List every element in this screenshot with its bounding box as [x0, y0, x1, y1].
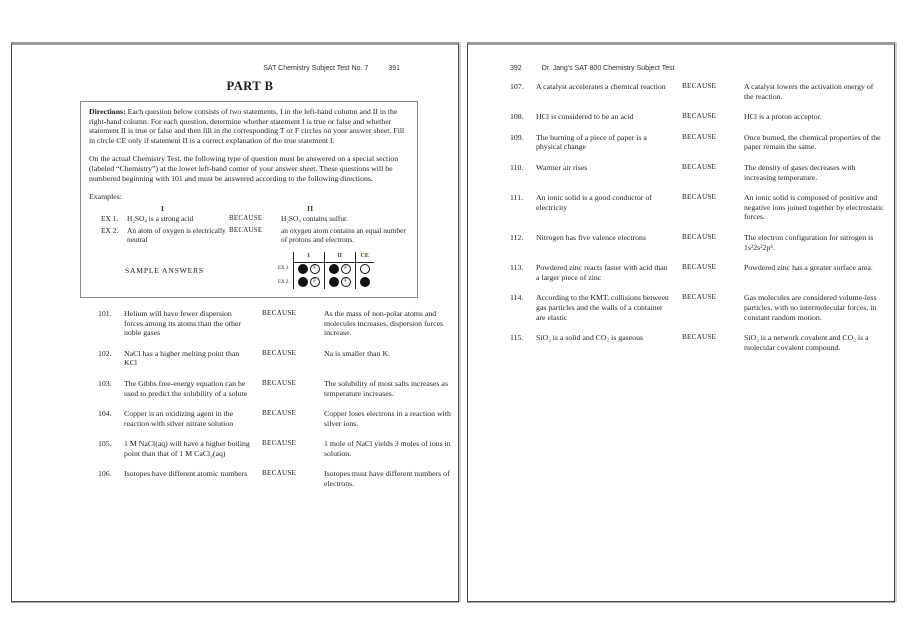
statement-two: An ionic solid is composed of positive and negative ions joined together by electrostatic forces. — [744, 193, 884, 222]
answer-bubble-F: F — [341, 277, 351, 287]
because-label: BECAUSE — [229, 214, 263, 223]
statement-two: Na is smaller than K. — [324, 348, 391, 358]
running-head-title: SAT Chemistry Subject Test No. 7 — [263, 65, 369, 72]
section-title: PART B — [226, 79, 274, 93]
answer-bubble-F: F — [310, 277, 320, 287]
because-label: BECAUSE — [682, 232, 717, 241]
question-number: 101. — [98, 308, 112, 318]
question-number: 113. — [510, 263, 524, 273]
answer-bubble-CE — [360, 277, 370, 287]
column-header-II: II — [307, 203, 314, 213]
because-label: BECAUSE — [262, 469, 297, 478]
statement-two: The electron configuration for nitrogen is 1s²2s²2p⁶. — [744, 232, 874, 252]
question-number: 106. — [98, 469, 112, 479]
statement-two: Isotopes must have different numbers of electrons. — [324, 469, 450, 489]
example-row — [89, 226, 409, 244]
grid-row-label: EX 1. — [278, 266, 290, 272]
statement-one: An ionic solid is a good conductor of electricity — [536, 193, 652, 212]
because-label: BECAUSE — [262, 439, 297, 448]
column-header-I: I — [161, 203, 165, 213]
statement-two: Powdered zinc has a greater surface area. — [744, 263, 873, 273]
question-number: 110. — [510, 162, 524, 172]
answer-bubble-CE — [360, 264, 370, 274]
example-statement-one: An atom of oxygen is electrically neutral — [127, 226, 226, 245]
directions-box — [80, 101, 418, 298]
directions-paragraph-2: On the actual Chemistry Test, the following type of question must be answered on a special section (labeled “Chemistry”) at the lower left-hand corner of your answer sheet. These questions will be numbered beginning with 101 and must be answered according to the following directions. — [89, 154, 399, 183]
statement-two: Copper loses electrons in a reaction with silver ions. — [324, 409, 451, 428]
directions-text-1: Each question below consists of two statements, I in the left-hand column and II in the right-hand column. For each question, determine whether statement I is true or false and whether statement II is true or false and then fill in the corresponding T or F circles on your answer sheet. Fill in circle CE only if statement II is a correct explanation of the true statement I. — [89, 107, 405, 145]
question-list-left — [12, 309, 458, 489]
question-number: 109. — [510, 132, 524, 142]
running-head-right-page — [468, 65, 894, 72]
because-label: BECAUSE — [682, 112, 717, 121]
answer-bubble-F: F — [341, 264, 351, 274]
because-label: BECAUSE — [262, 348, 297, 357]
grid-header-CE: CE — [355, 252, 374, 262]
statement-one: According to the KMT, collisions between gas particles and the walls of a container are elastic — [536, 293, 669, 322]
statement-two: SiO₂ is a network covalent and CO₂ is a molecular covalent compound. — [744, 333, 869, 352]
statement-two: 1 mole of NaCl yields 3 moles of ions in solution. — [324, 439, 451, 458]
statement-one: 1 M NaCl(aq) will have a higher boiling point than that of 1 M CaCl₂(aq) — [124, 439, 250, 458]
statement-one: The burning of a piece of paper is a physical change — [536, 132, 647, 152]
because-label: BECAUSE — [682, 333, 717, 342]
examples-label: Examples: — [89, 192, 122, 202]
answer-bubble-F: F — [310, 264, 320, 274]
running-head-title: Dr. Jang’s SAT 800 Chemistry Subject Test — [541, 65, 675, 72]
statement-one: Powdered zinc reacts faster with acid than a larger piece of zinc — [536, 263, 668, 282]
because-label: BECAUSE — [682, 162, 717, 171]
question-number: 104. — [98, 409, 112, 419]
answer-bubble-T — [329, 277, 339, 287]
example-number: EX 2. — [101, 226, 119, 236]
answer-bubble-T — [298, 277, 308, 287]
sample-answers-section — [89, 252, 409, 289]
answer-bubble-T — [298, 264, 308, 274]
question-row-105 — [12, 439, 458, 458]
question-row-110 — [468, 163, 894, 182]
because-label: BECAUSE — [229, 226, 263, 235]
example-number: EX 1. — [101, 214, 119, 224]
running-head-left-page — [12, 65, 458, 72]
question-row-112 — [468, 233, 894, 252]
question-row-107 — [468, 82, 894, 101]
grid-row-ex2 — [275, 276, 374, 289]
grid-header-I: I — [293, 252, 324, 262]
question-row-111 — [468, 193, 894, 222]
statement-one: Warmer air rises — [536, 162, 588, 172]
statement-two: The density of gases decreases with increasing temperature. — [744, 162, 856, 182]
directions-paragraph-1 — [89, 107, 409, 145]
example-statement-two: H₂SO₄ contains sulfur. — [281, 214, 348, 224]
question-row-114 — [468, 293, 894, 322]
statement-one: Copper is an oxidizing agent in the reaction with silver nitrate solution — [124, 409, 234, 428]
question-row-101 — [12, 309, 458, 338]
statement-two: HCl is a proton acceptor. — [744, 112, 822, 122]
sample-answers-label: SAMPLE ANSWERS — [125, 265, 204, 275]
directions-label: Directions: — [89, 107, 126, 116]
statement-one: A catalyst accelerates a chemical reaction — [536, 82, 666, 91]
example-statement-two: an oxygen atom contains an equal number of protons and electrons. — [281, 226, 406, 245]
because-label: BECAUSE — [682, 193, 717, 202]
because-label: BECAUSE — [682, 82, 717, 90]
statement-two: A catalyst lowers the activation energy of the reaction. — [744, 82, 874, 101]
page-392 — [467, 42, 895, 602]
question-row-106 — [12, 469, 458, 488]
statement-one: Nitrogen has five valence electrons — [536, 232, 646, 242]
example-statement-one: H₂SO₄ is a strong acid — [127, 214, 194, 224]
page-number: 391 — [388, 65, 400, 72]
grid-row-ex1 — [275, 262, 374, 276]
question-number: 103. — [98, 378, 112, 388]
statement-one: HCl is considered to be an acid — [536, 112, 634, 122]
question-list-right — [468, 82, 894, 352]
sample-answer-grid — [275, 252, 374, 289]
question-row-109 — [468, 133, 894, 152]
page-391 — [11, 42, 459, 602]
question-row-113 — [468, 263, 894, 282]
question-number: 115. — [510, 333, 524, 343]
because-label: BECAUSE — [682, 293, 717, 302]
because-label: BECAUSE — [262, 409, 297, 418]
page-number: 392 — [510, 65, 522, 72]
question-number: 102. — [98, 348, 112, 358]
example-column-headers — [89, 204, 409, 214]
statement-one: Isotopes have different atomic numbers — [124, 469, 248, 479]
grid-header-row — [275, 252, 374, 262]
statement-two: As the mass of non-polar atoms and molecules increases, dispersion forces increase. — [324, 308, 444, 338]
answer-bubble-T — [329, 264, 339, 274]
question-number: 112. — [510, 232, 524, 242]
statement-two: Gas molecules are considered volume-less particles, with no intermolecular forces, in constant random motion. — [744, 293, 877, 322]
question-row-108 — [468, 112, 894, 122]
grid-row-label: EX 2. — [278, 279, 290, 285]
because-label: BECAUSE — [262, 308, 297, 317]
question-row-103 — [12, 379, 458, 398]
statement-one: Helium will have fewer dispersion forces among its atoms than the other noble gases — [124, 308, 241, 338]
because-label: BECAUSE — [262, 378, 297, 387]
because-label: BECAUSE — [682, 132, 717, 141]
question-number: 111. — [510, 193, 524, 203]
statement-two: Once burned, the chemical properties of the paper remain the same. — [744, 132, 881, 152]
question-number: 108. — [510, 112, 524, 122]
because-label: BECAUSE — [682, 263, 717, 272]
question-row-115 — [468, 333, 894, 352]
question-number: 105. — [98, 439, 112, 449]
question-row-104 — [12, 409, 458, 428]
example-row — [89, 214, 409, 223]
question-number: 107. — [510, 82, 524, 91]
statement-two: The solubility of most salts increases as temperature increases. — [324, 378, 448, 398]
grid-header-II: II — [324, 252, 355, 262]
question-row-102 — [12, 349, 458, 368]
statement-one: SiO₂ is a solid and CO₂ is gaseous — [536, 333, 644, 343]
question-number: 114. — [510, 293, 524, 303]
statement-one: NaCl has a higher melting point than KCl — [124, 348, 240, 368]
statement-one: The Gibbs free-energy equation can be used to predict the solubility of a solute — [124, 378, 248, 398]
